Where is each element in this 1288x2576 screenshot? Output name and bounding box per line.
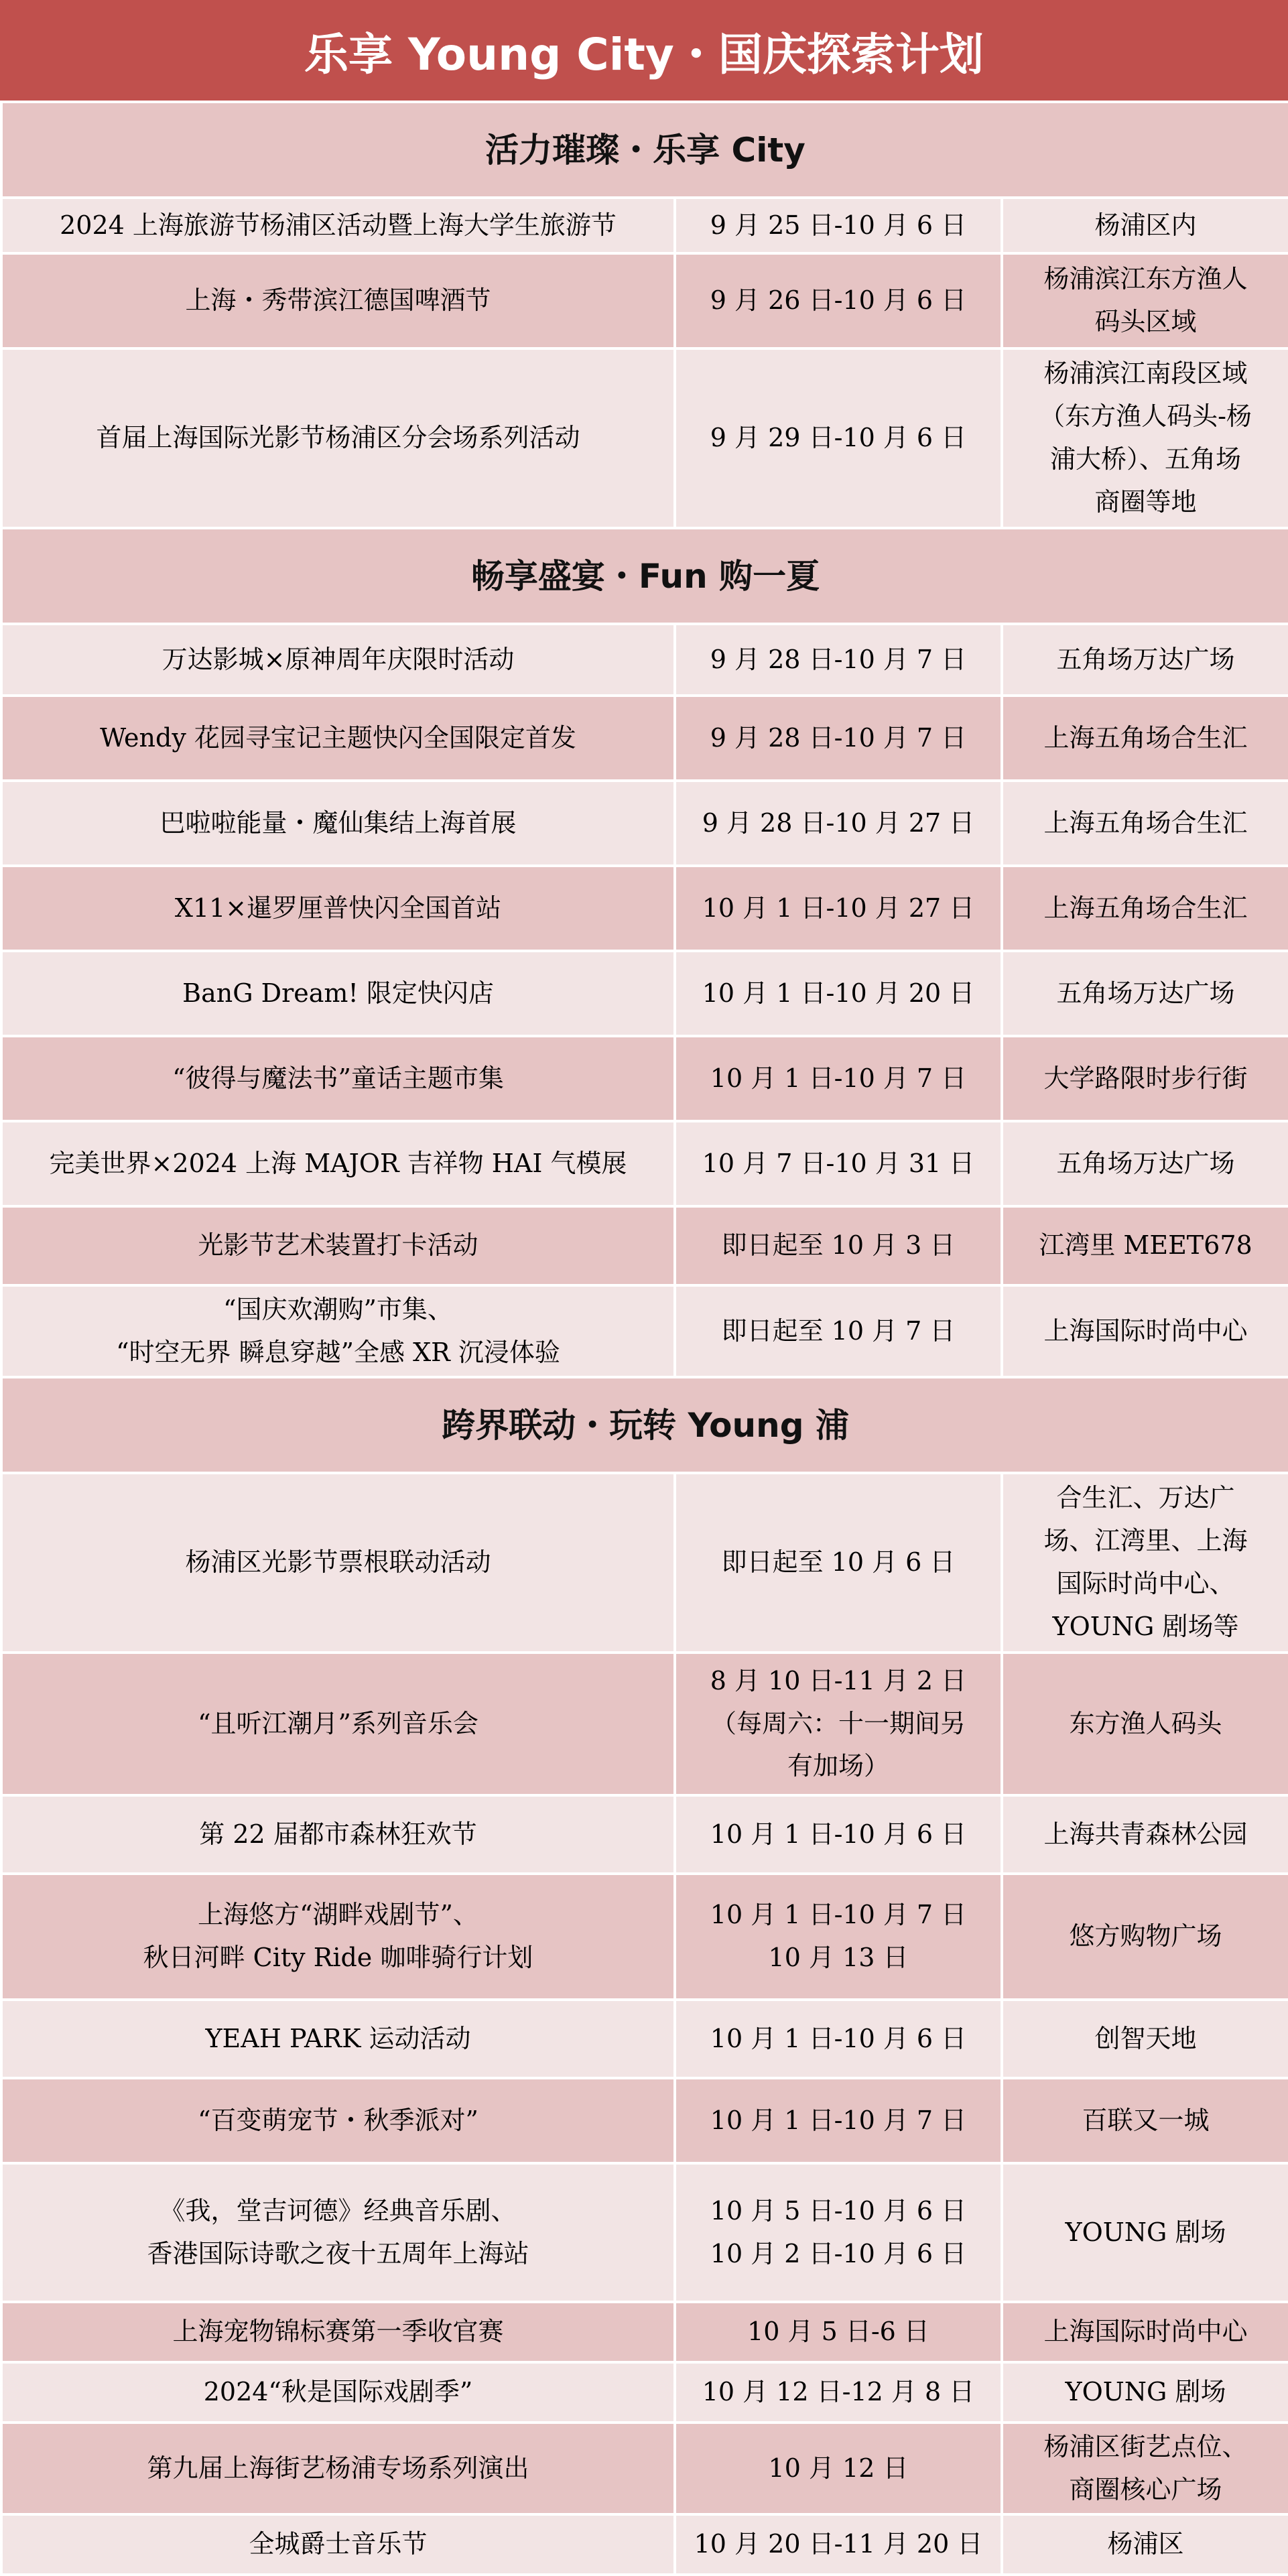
event-date-cell: 即日起至 10 月 3 日 xyxy=(675,1206,1002,1285)
event-venue-cell: 合生汇、万达广 场、江湾里、上海 国际时尚中心、 YOUNG 剧场等 xyxy=(1002,1473,1288,1653)
table-row xyxy=(1,253,1288,348)
event-name-cell: 《我，堂吉诃德》经典音乐剧、 香港国际诗歌之夜十五周年上海站 xyxy=(1,2163,675,2302)
event-date-cell: 9 月 25 日-10 月 6 日 xyxy=(675,198,1002,253)
event-date-cell: 9 月 28 日-10 月 7 日 xyxy=(675,696,1002,781)
event-name-cell: 杨浦区光影节票根联动活动 xyxy=(1,1473,675,1653)
table-row xyxy=(1,866,1288,951)
event-table xyxy=(0,101,1288,2576)
table-row xyxy=(1,2000,1288,2078)
event-date-cell: 即日起至 10 月 7 日 xyxy=(675,1285,1002,1377)
table-row xyxy=(1,2302,1288,2362)
event-date-cell: 9 月 28 日-10 月 7 日 xyxy=(675,624,1002,696)
event-date-cell: 10 月 7 日-10 月 31 日 xyxy=(675,1121,1002,1206)
event-name-cell: 第九届上海街艺杨浦专场系列演出 xyxy=(1,2423,675,2514)
event-name-cell: X11×暹罗厘普快闪全国首站 xyxy=(1,866,675,951)
event-venue-cell: 杨浦滨江南段区域 （东方渔人码头-杨 浦大桥）、五角场 商圈等地 xyxy=(1002,348,1288,528)
event-venue-cell: 大学路限时步行街 xyxy=(1002,1036,1288,1121)
event-date-cell: 10 月 1 日-10 月 7 日 xyxy=(675,2078,1002,2163)
event-name-cell: 上海・秀带滨江德国啤酒节 xyxy=(1,253,675,348)
event-date-cell: 10 月 1 日-10 月 20 日 xyxy=(675,951,1002,1036)
table-row xyxy=(1,348,1288,528)
table-row xyxy=(1,1285,1288,1377)
event-date-cell: 10 月 12 日 xyxy=(675,2423,1002,2514)
event-date-cell: 9 月 29 日-10 月 6 日 xyxy=(675,348,1002,528)
event-name-cell: “彼得与魔法书”童话主题市集 xyxy=(1,1036,675,1121)
table-row xyxy=(1,624,1288,696)
section-header-row xyxy=(1,1377,1288,1473)
event-venue-cell: 杨浦滨江东方渔人 码头区域 xyxy=(1002,253,1288,348)
event-date-cell: 10 月 1 日-10 月 6 日 xyxy=(675,2000,1002,2078)
event-name-cell: 万达影城×原神周年庆限时活动 xyxy=(1,624,675,696)
table-row xyxy=(1,1121,1288,1206)
table-row xyxy=(1,2514,1288,2575)
event-venue-cell: 五角场万达广场 xyxy=(1002,1121,1288,1206)
table-row xyxy=(1,1653,1288,1795)
event-venue-cell: 杨浦区内 xyxy=(1002,198,1288,253)
event-venue-cell: 百联又一城 xyxy=(1002,2078,1288,2163)
page-title: 乐享 Young City・国庆探索计划 xyxy=(0,0,1288,101)
event-name-cell: 2024 上海旅游节杨浦区活动暨上海大学生旅游节 xyxy=(1,198,675,253)
event-date-cell: 10 月 5 日-6 日 xyxy=(675,2302,1002,2362)
table-row xyxy=(1,2362,1288,2423)
table-row xyxy=(1,1473,1288,1653)
section-header-row xyxy=(1,102,1288,198)
event-name-cell: 巴啦啦能量・魔仙集结上海首展 xyxy=(1,781,675,866)
table-row xyxy=(1,781,1288,866)
event-name-cell: 上海悠方“湖畔戏剧节”、 秋日河畔 City Ride 咖啡骑行计划 xyxy=(1,1874,675,2000)
event-venue-cell: 上海五角场合生汇 xyxy=(1002,696,1288,781)
event-name-cell: “且听江潮月”系列音乐会 xyxy=(1,1653,675,1795)
table-row xyxy=(1,2423,1288,2514)
event-venue-cell: 杨浦区街艺点位、 商圈核心广场 xyxy=(1002,2423,1288,2514)
table-row xyxy=(1,1795,1288,1874)
event-name-cell: 首届上海国际光影节杨浦区分会场系列活动 xyxy=(1,348,675,528)
table-row xyxy=(1,198,1288,253)
section-heading: 畅享盛宴・Fun 购一夏 xyxy=(1,528,1288,624)
event-date-cell: 10 月 1 日-10 月 27 日 xyxy=(675,866,1002,951)
event-venue-cell: YOUNG 剧场 xyxy=(1002,2362,1288,2423)
event-name-cell: 光影节艺术装置打卡活动 xyxy=(1,1206,675,1285)
table-row xyxy=(1,696,1288,781)
event-name-cell: 2024“秋是国际戏剧季” xyxy=(1,2362,675,2423)
section-heading: 跨界联动・玩转 Young 浦 xyxy=(1,1377,1288,1473)
event-date-cell: 10 月 20 日-11 月 20 日 xyxy=(675,2514,1002,2575)
event-date-cell: 10 月 1 日-10 月 7 日 xyxy=(675,1036,1002,1121)
event-venue-cell: 悠方购物广场 xyxy=(1002,1874,1288,2000)
event-venue-cell: 东方渔人码头 xyxy=(1002,1653,1288,1795)
event-name-cell: 全城爵士音乐节 xyxy=(1,2514,675,2575)
event-venue-cell: 上海共青森林公园 xyxy=(1002,1795,1288,1874)
table-row xyxy=(1,1874,1288,2000)
event-venue-cell: 上海国际时尚中心 xyxy=(1002,1285,1288,1377)
event-venue-cell: 上海五角场合生汇 xyxy=(1002,781,1288,866)
event-name-cell: 第 22 届都市森林狂欢节 xyxy=(1,1795,675,1874)
event-name-cell: BanG Dream! 限定快闪店 xyxy=(1,951,675,1036)
event-venue-cell: 创智天地 xyxy=(1002,2000,1288,2078)
table-row xyxy=(1,2078,1288,2163)
event-venue-cell: 上海国际时尚中心 xyxy=(1002,2302,1288,2362)
event-venue-cell: 江湾里 MEET678 xyxy=(1002,1206,1288,1285)
table-row xyxy=(1,1036,1288,1121)
event-date-cell: 即日起至 10 月 6 日 xyxy=(675,1473,1002,1653)
table-row xyxy=(1,2163,1288,2302)
event-date-cell: 9 月 28 日-10 月 27 日 xyxy=(675,781,1002,866)
event-date-cell: 10 月 1 日-10 月 6 日 xyxy=(675,1795,1002,1874)
event-venue-cell: YOUNG 剧场 xyxy=(1002,2163,1288,2302)
section-heading: 活力璀璨・乐享 City xyxy=(1,102,1288,198)
event-date-cell: 10 月 1 日-10 月 7 日 10 月 13 日 xyxy=(675,1874,1002,2000)
event-date-cell: 8 月 10 日-11 月 2 日 （每周六：十一期间另 有加场） xyxy=(675,1653,1002,1795)
event-name-cell: 上海宠物锦标赛第一季收官赛 xyxy=(1,2302,675,2362)
event-name-cell: Wendy 花园寻宝记主题快闪全国限定首发 xyxy=(1,696,675,781)
event-venue-cell: 上海五角场合生汇 xyxy=(1002,866,1288,951)
event-name-cell: “国庆欢潮购”市集、 “时空无界 瞬息穿越”全感 XR 沉浸体验 xyxy=(1,1285,675,1377)
event-name-cell: YEAH PARK 运动活动 xyxy=(1,2000,675,2078)
table-row xyxy=(1,951,1288,1036)
event-date-cell: 10 月 12 日-12 月 8 日 xyxy=(675,2362,1002,2423)
table-row xyxy=(1,1206,1288,1285)
section-header-row xyxy=(1,528,1288,624)
event-name-cell: “百变萌宠节・秋季派对” xyxy=(1,2078,675,2163)
event-venue-cell: 五角场万达广场 xyxy=(1002,951,1288,1036)
event-venue-cell: 五角场万达广场 xyxy=(1002,624,1288,696)
event-venue-cell: 杨浦区 xyxy=(1002,2514,1288,2575)
event-name-cell: 完美世界×2024 上海 MAJOR 吉祥物 HAI 气模展 xyxy=(1,1121,675,1206)
event-date-cell: 10 月 5 日-10 月 6 日 10 月 2 日-10 月 6 日 xyxy=(675,2163,1002,2302)
event-date-cell: 9 月 26 日-10 月 6 日 xyxy=(675,253,1002,348)
